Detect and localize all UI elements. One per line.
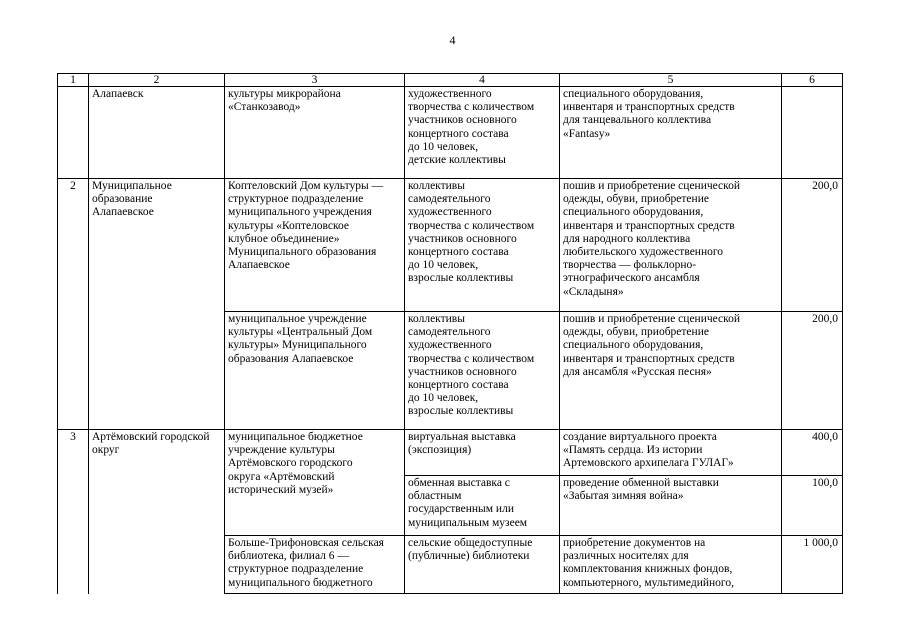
purpose-cell: проведение обменной выставки «Забытая зимняя война» <box>560 476 782 536</box>
institution-cell: культуры микрорайона «Станкозавод» <box>225 87 405 179</box>
allocation-table <box>57 73 843 594</box>
page-number: 4 <box>449 33 456 47</box>
purpose-cell: создание виртуального проекта «Память сердца. Из истории Артемовского архипелага ГУЛАГ» <box>560 430 782 476</box>
amount-cell: 200,0 <box>782 312 843 430</box>
category-cell: виртуальная выставка (экспозиция) <box>405 430 560 476</box>
institution-cell: Больше-Трифоновская сельская библиотека, филиал 6 — структурное подразделение муниципального бюджетного <box>225 536 405 594</box>
purpose-cell: специального оборудования, инвентаря и транспортных средств для танцевального коллектива «Fantasy» <box>560 87 782 179</box>
row-number-cell: 3 <box>58 430 89 594</box>
category-cell: обменная выставка с областным государственным или муниципальным музеем <box>405 476 560 536</box>
column-header: 5 <box>560 74 782 87</box>
purpose-cell: пошив и приобретение сценической одежды, обуви, приобретение специального оборудования, инвентаря и транспортных средств для ансамбля «Русская песня» <box>560 312 782 430</box>
category-cell: художественного творчества с количеством участников основного концертного состава до 10 человек, детские коллективы <box>405 87 560 179</box>
row-number-cell: 2 <box>58 179 89 430</box>
column-header: 6 <box>782 74 843 87</box>
amount-cell: 400,0 <box>782 430 843 476</box>
municipality-cell: Муниципальное образование Алапаевское <box>89 179 225 430</box>
row-number-cell <box>58 87 89 179</box>
amount-cell: 100,0 <box>782 476 843 536</box>
purpose-cell: приобретение документов на различных носителях для комплектования книжных фондов, компьютерного, мультимедийного, <box>560 536 782 594</box>
institution-cell: Коптеловский Дом культуры — структурное подразделение муниципального учреждения культуры «Коптеловское клубное объединение» Муниципального образования Алапаевское <box>225 179 405 312</box>
municipality-cell: Алапаевск <box>89 87 225 179</box>
column-header: 2 <box>89 74 225 87</box>
column-header: 3 <box>225 74 405 87</box>
institution-cell: муниципальное учреждение культуры «Центральный Дом культуры» Муниципального образования Алапаевское <box>225 312 405 430</box>
amount-cell: 200,0 <box>782 179 843 312</box>
category-cell: сельские общедоступные (публичные) библиотеки <box>405 536 560 594</box>
municipality-cell: Артёмовский городской округ <box>89 430 225 594</box>
table-row <box>58 179 843 312</box>
table-row <box>58 430 843 476</box>
table-row <box>58 87 843 179</box>
amount-cell: 1 000,0 <box>782 536 843 594</box>
column-header: 4 <box>405 74 560 87</box>
category-cell: коллективы самодеятельного художественного творчества с количеством участников основного концертного состава до 10 человек, взрослые коллективы <box>405 179 560 312</box>
purpose-cell: пошив и приобретение сценической одежды, обуви, приобретение специального оборудования, инвентаря и транспортных средств для народного коллектива любительского художественного творчества — фольклорно- этнографического ансамбля «Складыня» <box>560 179 782 312</box>
category-cell: коллективы самодеятельного художественного творчества с количеством участников основного концертного состава до 10 человек, взрослые коллективы <box>405 312 560 430</box>
institution-cell: муниципальное бюджетное учреждение культуры Артёмовского городского округа «Артёмовский исторический музей» <box>225 430 405 536</box>
table-header-row <box>58 74 843 87</box>
column-header: 1 <box>58 74 89 87</box>
amount-cell <box>782 87 843 179</box>
